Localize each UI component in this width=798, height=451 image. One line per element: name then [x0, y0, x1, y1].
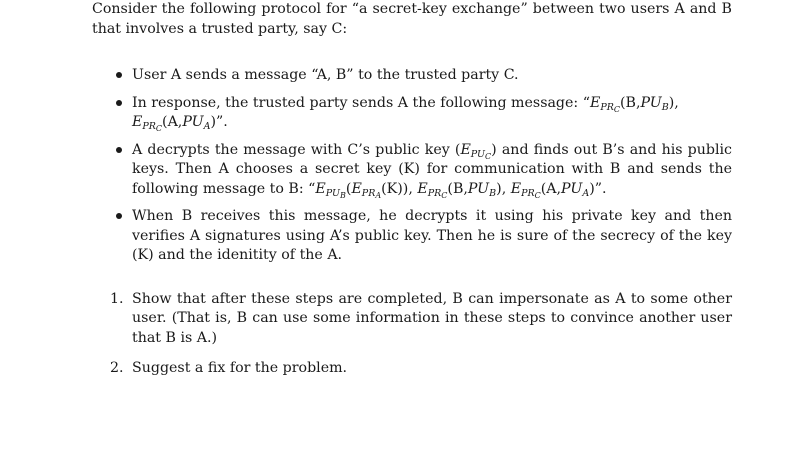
bullet-icon: [116, 213, 122, 219]
question-text: Show that after these steps are completed, B can impersonate as A to some other user. (That is, B can use some information in these steps to convince another user that B is A.): [132, 290, 732, 346]
question-text: Suggest a fix for the problem.: [132, 360, 348, 376]
question-number: 2.: [110, 360, 124, 376]
step-4-text: When B receives this message, he decrypts it using his private key and then verifies A signatures using A’s public key. Then he is sure of the secrecy of the key (K) and the idenitity of the A.: [132, 208, 732, 263]
question-list: [92, 290, 732, 379]
bullet-icon: [116, 100, 122, 106]
intro-paragraph: Consider the following protocol for “a secret-key exchange” between two users A and B that involves a trusted party, say C:: [92, 1, 732, 37]
question-1: [92, 290, 732, 349]
question-number: 1.: [110, 290, 124, 307]
step-3-text: A decrypts the message with C’s public key $(E_{PU_C})$ and finds out B’s and his public keys. Then A chooses a secret key (K) for communication with B and sends the following message to B: “$E_{PU_B}(E_{PR_A}(K))$, $E_{PR_C}(B,PU_B)$, $E_{PR_C}(A,PU_A)$”.: [132, 141, 733, 200]
protocol-step-1: [92, 66, 732, 86]
step-2-text: In response, the trusted party sends A the following message: “$E_{PR_C}(B,PU_B)$, $E_{PR_C}(A,PU_A)$”.: [132, 94, 679, 133]
protocol-step-4: [92, 207, 732, 266]
question-2: [92, 359, 732, 379]
bullet-icon: [116, 147, 122, 153]
protocol-steps: [92, 66, 732, 266]
step-1-text: User A sends a message “A, B” to the trusted party C.: [132, 67, 519, 83]
protocol-step-2: [92, 94, 732, 133]
document-body: [92, 0, 732, 390]
protocol-step-3: [92, 141, 732, 200]
bullet-icon: [116, 72, 122, 78]
